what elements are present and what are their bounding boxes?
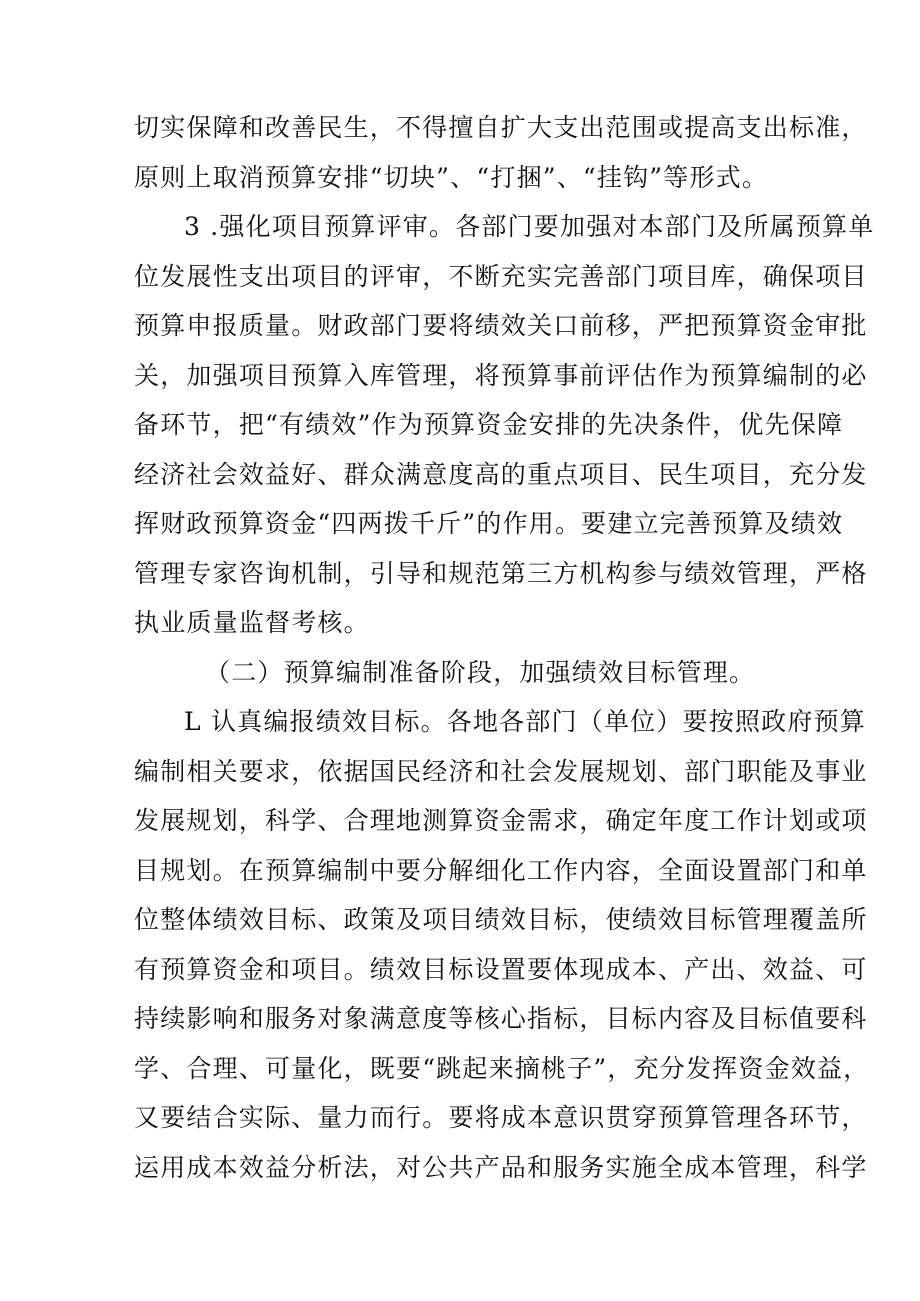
text-line: 运用成本效益分析法，对公共产品和服务实施全成本管理，科学 xyxy=(134,1153,868,1182)
text-line: 持续影响和服务对象满意度等核心指标，目标内容及目标值要科 xyxy=(134,1004,868,1033)
text-line: 切实保障和改善民生，不得擅自扩大支出范围或提高支出标准， xyxy=(134,113,868,142)
text-line: 目规划。在预算编制中要分解细化工作内容，全面设置部门和单 xyxy=(134,856,868,885)
text-line: 位发展性支出项目的评审，不断充实完善部门项目库，确保项目 xyxy=(134,262,868,291)
section-heading: （二）预算编制准备阶段，加强绩效目标管理。 xyxy=(205,658,756,687)
text-line: 3 .强化项目预算评审。各部门要加强对本部门及所属预算单 xyxy=(184,212,875,241)
text-line: 挥财政预算资金“四两拨千斤”的作用。要建立完善预算及绩效 xyxy=(134,509,844,538)
text-line: 原则上取消预算安排“切块”、“打捆”、“挂钩”等形式。 xyxy=(134,163,769,192)
text-line: 发展规划，科学、合理地测算资金需求，确定年度工作计划或项 xyxy=(134,806,868,835)
text-line: 又要结合实际、量力而行。要将成本意识贯穿预算管理各环节， xyxy=(134,1103,868,1132)
text-line: 管理专家咨询机制，引导和规范第三方机构参与绩效管理，严格 xyxy=(134,559,868,588)
text-line: 关，加强项目预算入库管理，将预算事前评估作为预算编制的必 xyxy=(134,361,868,390)
text-line: 位整体绩效目标、政策及项目绩效目标，使绩效目标管理覆盖所 xyxy=(134,905,868,934)
text-line: 经济社会效益好、群众满意度高的重点项目、民生项目，充分发 xyxy=(134,460,868,489)
text-line: 编制相关要求，依据国民经济和社会发展规划、部门职能及事业 xyxy=(134,757,868,786)
text-line: 学、合理、可量化，既要“跳起来摘桃子”，充分发挥资金效益， xyxy=(134,1054,870,1083)
text-line: 执业质量监督考核。 xyxy=(134,608,370,637)
text-line: 备环节，把“有绩效”作为预算资金安排的先决条件，优先保障 xyxy=(134,410,844,439)
text-line: L 认真编报绩效目标。各地各部门（单位）要按照政府预算 xyxy=(184,707,866,736)
text-line: 有预算资金和项目。绩效目标设置要体现成本、产出、效益、可 xyxy=(134,955,868,984)
text-line: 预算申报质量。财政部门要将绩效关口前移，严把预算资金审批 xyxy=(134,311,868,340)
